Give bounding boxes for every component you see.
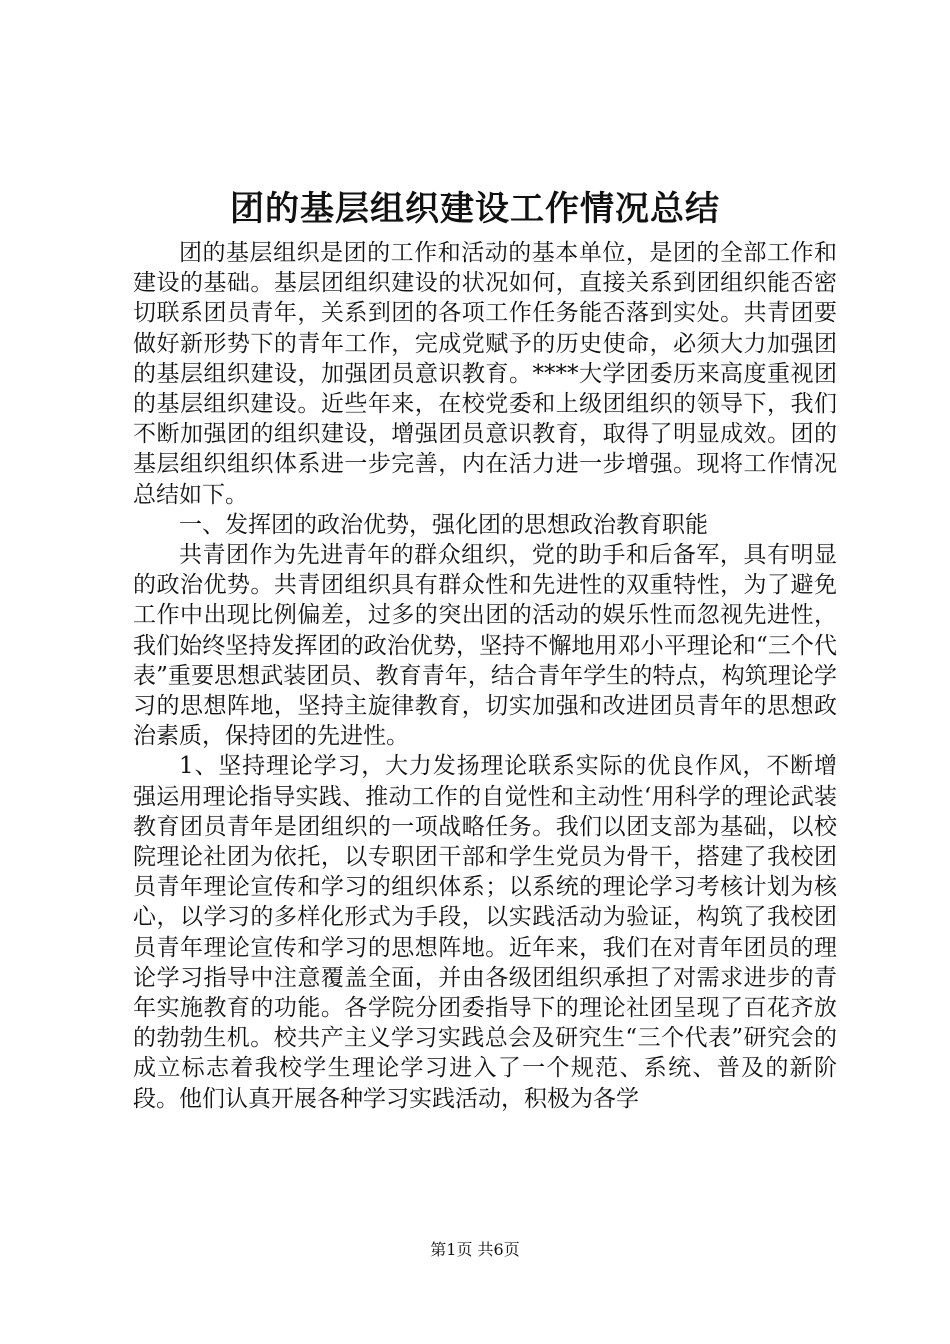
paragraph-section-1: 共青团作为先进青年的群众组织，党的助手和后备军，具有明显的政治优势。共青团组织具有群众性和先进性的双重特性，为了避免工作中出现比例偏差，过多的突出团的活动的娱乐性而忽视先进性，我们始终坚持发挥团的政治优势，坚持不懈地用邓小平理论和“三个代表”重要思想武装团员、教育青年，结合青年学生的特点，构筑理论学习的思想阵地，坚持主旋律教育，切实加强和改进团员青年的思想政治素质，保持团的先进性。 xyxy=(133,542,837,750)
document-title: 团的基层组织建设工作情况总结 xyxy=(230,189,720,229)
document-body xyxy=(133,238,837,1114)
paragraph-item-1: 1、坚持理论学习，大力发扬理论联系实际的优良作风，不断增强运用理论指导实践、推动工作的自觉性和主动性‘用科学的理论武装教育团员青年是团组织的一项战略任务。我们以团支部为基础，以校院理论社团为依托，以专职团干部和学生党员为骨干，搭建了我校团员青年理论宣传和学习的组织体系；以系统的理论学习考核计划为核心，以学习的多样化形式为手段，以实践活动为验证，构筑了我校团员青年理论宣传和学习的思想阵地。近年来，我们在对青年团员的理论学习指导中注意覆盖全面，并由各级团组织承担了对需求进步的青年实施教育的功能。各学院分团委指导下的理论社团呈现了百花齐放的勃勃生机。校共产主义学习实践总会及研究生“三个代表”研究会的成立标志着我校学生理论学习进入了一个规范、系统、普及的新阶段。他们认真开展各种学习实践活动，积极为各学 xyxy=(133,753,837,1112)
paragraph-intro: 团的基层组织是团的工作和活动的基本单位，是团的全部工作和建设的基础。基层团组织建设的状况如何，直接关系到团组织能否密切联系团员青年，关系到团的各项工作任务能否落到实处。共青团要做好新形势下的青年工作，完成党赋予的历史使命，必须大力加强团的基层组织建设，加强团员意识教育。****大学团委历来高度重视团的基层组织建设。近些年来，在校党委和上级团组织的领导下，我们不断加强团的组织建设，增强团员意识教育，取得了明显成效。团的基层组织组织体系进一步完善，内在活力进一步增强。现将工作情况总结如下。 xyxy=(133,240,837,508)
section-heading-1: 一、发挥团的政治优势，强化团的思想政治教育职能 xyxy=(179,511,708,538)
page-footer: 第1页 共6页 xyxy=(430,1240,520,1259)
